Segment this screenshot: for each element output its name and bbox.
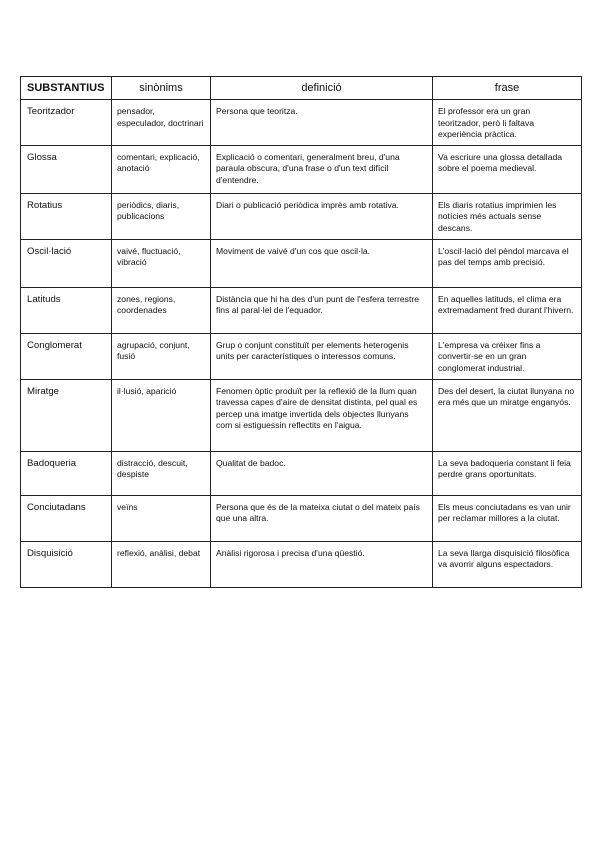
table-row <box>21 379 582 451</box>
sentence-cell: Els meus conciutadans es van unir per reclamar millores a la ciutat. <box>433 495 582 541</box>
synonyms-cell: agrupació, conjunt, fusió <box>112 333 211 379</box>
sentence-cell: L'oscil·lació del pèndol marcava el pas del temps amb precisió. <box>433 239 582 287</box>
header-nouns: SUBSTANTIUS <box>21 77 112 100</box>
sentence-cell: El professor era un gran teoritzador, però li faltava experiència pràctica. <box>433 100 582 146</box>
definition-cell: Moviment de vaivé d'un cos que oscil·la. <box>211 239 433 287</box>
table-row <box>21 451 582 495</box>
sentence-cell: La seva llarga disquisició filosòfica va avorrir alguns espectadors. <box>433 541 582 587</box>
sentence-cell: Va escriure una glossa detallada sobre el poema medieval. <box>433 145 582 193</box>
term-cell: Latituds <box>21 287 112 333</box>
synonyms-cell: comentari, explicació, anotació <box>112 145 211 193</box>
term-cell: Rotatius <box>21 193 112 239</box>
synonyms-cell: distracció, descuit, despiste <box>112 451 211 495</box>
definition-cell: Qualitat de badoc. <box>211 451 433 495</box>
synonyms-cell: pensador, especulador, doctrinari <box>112 100 211 146</box>
sentence-cell: L'empresa va créixer fins a convertir-se en un gran conglomerat industrial. <box>433 333 582 379</box>
definition-cell: Distància que hi ha des d'un punt de l'esfera terrestre fins al paral·lel de l'equador. <box>211 287 433 333</box>
term-cell: Conciutadans <box>21 495 112 541</box>
table-row <box>21 193 582 239</box>
synonyms-cell: periòdics, diaris, publicacions <box>112 193 211 239</box>
term-cell: Glossa <box>21 145 112 193</box>
definition-cell: Persona que teoritza. <box>211 100 433 146</box>
term-cell: Oscil·lació <box>21 239 112 287</box>
table-row <box>21 287 582 333</box>
table-row <box>21 333 582 379</box>
definition-cell: Grup o conjunt constituït per elements heterogenis units per característiques o interessos comuns. <box>211 333 433 379</box>
header-synonyms: sinònims <box>112 77 211 100</box>
synonyms-cell: veïns <box>112 495 211 541</box>
term-cell: Disquisició <box>21 541 112 587</box>
synonyms-cell: zones, regions, coordenades <box>112 287 211 333</box>
table-row <box>21 541 582 587</box>
definition-cell: Diari o publicació periòdica imprès amb rotativa. <box>211 193 433 239</box>
term-cell: Badoqueria <box>21 451 112 495</box>
term-cell: Conglomerat <box>21 333 112 379</box>
term-cell: Teoritzador <box>21 100 112 146</box>
synonyms-cell: reflexió, anàlisi, debat <box>112 541 211 587</box>
synonyms-cell: vaivé, fluctuació, vibració <box>112 239 211 287</box>
vocabulary-table <box>20 76 582 588</box>
synonyms-cell: il·lusió, aparició <box>112 379 211 451</box>
header-sentence: frase <box>433 77 582 100</box>
definition-cell: Persona que és de la mateixa ciutat o del mateix país que una altra. <box>211 495 433 541</box>
table-row <box>21 239 582 287</box>
header-definition: definició <box>211 77 433 100</box>
definition-cell: Fenomen òptic produït per la reflexió de la llum quan travessa capes d'aire de densitat distinta, pel qual es percep una imatge invertida dels objectes llunyans com si estiguessin reflectits en l'aigua. <box>211 379 433 451</box>
table-row <box>21 100 582 146</box>
table-header-row <box>21 77 582 100</box>
term-cell: Miratge <box>21 379 112 451</box>
table-row <box>21 145 582 193</box>
sentence-cell: La seva badoqueria constant li feia perdre grans oportunitats. <box>433 451 582 495</box>
definition-cell: Explicació o comentari, generalment breu, d'una paraula obscura, d'una frase o d'un text difícil d'entendre. <box>211 145 433 193</box>
sentence-cell: Des del desert, la ciutat llunyana no era més que un miratge enganyós. <box>433 379 582 451</box>
definition-cell: Anàlisi rigorosa i precisa d'una qüestió. <box>211 541 433 587</box>
sentence-cell: En aquelles latituds, el clima era extremadament fred durant l'hivern. <box>433 287 582 333</box>
table-row <box>21 495 582 541</box>
sentence-cell: Els diaris rotatius imprimien les notícies més actuals sense descans. <box>433 193 582 239</box>
